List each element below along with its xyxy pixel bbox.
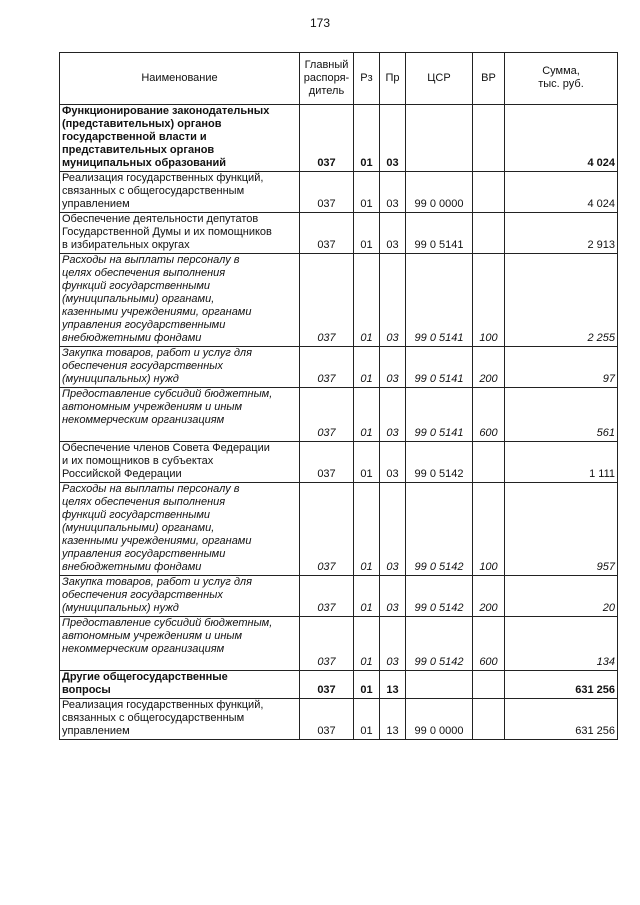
cell-pr: 03 xyxy=(380,483,406,576)
cell-manager: 037 xyxy=(300,254,354,347)
cell-csr: 99 0 5142 xyxy=(406,483,473,576)
cell-vr: 100 xyxy=(473,254,505,347)
cell-sum: 2 913 xyxy=(505,213,618,254)
cell-rz: 01 xyxy=(354,442,380,483)
row-name xyxy=(60,576,300,617)
table-row xyxy=(60,442,618,483)
cell-pr: 13 xyxy=(380,671,406,699)
cell-vr xyxy=(473,442,505,483)
table-header xyxy=(60,53,618,105)
cell-pr: 03 xyxy=(380,576,406,617)
cell-sum: 631 256 xyxy=(505,699,618,740)
row-name-line: Реализация государственных функций, xyxy=(62,699,264,711)
cell-manager: 037 xyxy=(300,617,354,671)
table-row xyxy=(60,105,618,172)
header-sum-line: тыс. руб. xyxy=(538,78,584,90)
cell-csr: 99 0 5141 xyxy=(406,347,473,388)
table-body xyxy=(60,105,618,740)
row-name xyxy=(60,483,300,576)
row-name-line: целях обеспечения выполнения xyxy=(62,267,226,279)
row-name-line: вопросы xyxy=(62,684,111,696)
header-manager-line: Главный xyxy=(304,58,349,71)
cell-manager: 037 xyxy=(300,671,354,699)
cell-sum: 134 xyxy=(505,617,618,671)
cell-csr: 99 0 5142 xyxy=(406,442,473,483)
cell-sum: 4 024 xyxy=(505,105,618,172)
row-name-line: функций государственными xyxy=(62,280,211,292)
header-sum-line: Сумма, xyxy=(542,65,580,77)
row-name-line: (муниципальными) органами, xyxy=(62,522,215,534)
row-name-line: казенными учреждениями, органами xyxy=(62,535,252,547)
cell-vr: 200 xyxy=(473,576,505,617)
cell-manager: 037 xyxy=(300,483,354,576)
row-name-line: Обеспечение деятельности депутатов xyxy=(62,213,259,225)
cell-csr xyxy=(406,105,473,172)
row-name xyxy=(60,105,300,172)
row-name-line: целях обеспечения выполнения xyxy=(62,496,226,508)
cell-csr: 99 0 0000 xyxy=(406,699,473,740)
row-name-line: некоммерческим организациям xyxy=(62,643,225,655)
row-name-line: Расходы на выплаты персоналу в xyxy=(62,254,240,266)
row-name xyxy=(60,442,300,483)
row-name-line xyxy=(62,427,297,440)
row-name-line: управления государственными xyxy=(62,548,226,560)
cell-manager: 037 xyxy=(300,576,354,617)
cell-rz: 01 xyxy=(354,172,380,213)
row-name-line: внебюджетными фондами xyxy=(62,332,202,344)
cell-rz: 01 xyxy=(354,347,380,388)
row-name-line: (муниципальных) нужд xyxy=(62,602,179,614)
row-name-line: Предоставление субсидий бюджетным, xyxy=(62,617,273,629)
cell-manager: 037 xyxy=(300,172,354,213)
row-name-line: Предоставление субсидий бюджетным, xyxy=(62,388,273,400)
table-row xyxy=(60,213,618,254)
cell-sum: 4 024 xyxy=(505,172,618,213)
row-name xyxy=(60,213,300,254)
row-name-line: (муниципальными) органами, xyxy=(62,293,215,305)
cell-rz: 01 xyxy=(354,617,380,671)
row-name xyxy=(60,617,300,671)
header-pr: Пр xyxy=(380,53,406,105)
cell-rz: 01 xyxy=(354,213,380,254)
cell-sum: 561 xyxy=(505,388,618,442)
row-name-line: автономным учреждениям и иным xyxy=(62,630,243,642)
header-vr: ВР xyxy=(473,53,505,105)
cell-rz: 01 xyxy=(354,699,380,740)
cell-sum: 20 xyxy=(505,576,618,617)
cell-vr xyxy=(473,105,505,172)
cell-sum: 957 xyxy=(505,483,618,576)
cell-rz: 01 xyxy=(354,576,380,617)
row-name-line: казенными учреждениями, органами xyxy=(62,306,252,318)
cell-rz: 01 xyxy=(354,388,380,442)
cell-vr: 600 xyxy=(473,617,505,671)
cell-vr: 100 xyxy=(473,483,505,576)
row-name xyxy=(60,347,300,388)
cell-manager: 037 xyxy=(300,388,354,442)
row-name-line: обеспечения государственных xyxy=(62,589,223,601)
cell-csr: 99 0 5141 xyxy=(406,254,473,347)
row-name-line: связанных с общегосударственным xyxy=(62,185,245,197)
table-row xyxy=(60,254,618,347)
row-name-line: Расходы на выплаты персоналу в xyxy=(62,483,240,495)
cell-manager: 037 xyxy=(300,213,354,254)
cell-vr xyxy=(473,699,505,740)
table-row xyxy=(60,617,618,671)
cell-sum: 2 255 xyxy=(505,254,618,347)
row-name-line: (муниципальных) нужд xyxy=(62,373,179,385)
row-name-line: Функционирование законодательных xyxy=(62,105,270,117)
cell-rz: 01 xyxy=(354,483,380,576)
header-manager-line: дитель xyxy=(308,84,345,97)
cell-sum: 1 111 xyxy=(505,442,618,483)
cell-csr: 99 0 5142 xyxy=(406,617,473,671)
row-name-line: и их помощников в субъектах xyxy=(62,455,214,467)
cell-csr: 99 0 5141 xyxy=(406,388,473,442)
row-name-line: управления государственными xyxy=(62,319,226,331)
row-name-line: Российской Федерации xyxy=(62,468,182,480)
header-rz: Рз xyxy=(354,53,380,105)
row-name-line: Закупка товаров, работ и услуг для xyxy=(62,576,253,588)
row-name-line: связанных с общегосударственным xyxy=(62,712,245,724)
row-name-line: внебюджетными фондами xyxy=(62,561,202,573)
row-name-line: Обеспечение членов Совета Федерации xyxy=(62,442,270,454)
cell-pr: 03 xyxy=(380,617,406,671)
header-csr: ЦСР xyxy=(406,53,473,105)
row-name-line: обеспечения государственных xyxy=(62,360,223,372)
cell-vr xyxy=(473,172,505,213)
row-name-line: в избирательных округах xyxy=(62,239,190,251)
header-manager xyxy=(300,53,354,105)
cell-pr: 03 xyxy=(380,388,406,442)
row-name-line: государственной власти и xyxy=(62,131,207,143)
table-row xyxy=(60,699,618,740)
header-sum xyxy=(505,53,618,105)
cell-vr xyxy=(473,213,505,254)
row-name-line: представительных органов xyxy=(62,144,215,156)
cell-manager: 037 xyxy=(300,105,354,172)
row-name-line: Закупка товаров, работ и услуг для xyxy=(62,347,253,359)
cell-manager: 037 xyxy=(300,347,354,388)
cell-rz: 01 xyxy=(354,254,380,347)
cell-pr: 03 xyxy=(380,347,406,388)
row-name xyxy=(60,671,300,699)
page-number: 173 xyxy=(309,16,331,30)
row-name-line: автономным учреждениям и иным xyxy=(62,401,243,413)
cell-pr: 03 xyxy=(380,213,406,254)
table-row xyxy=(60,671,618,699)
cell-manager: 037 xyxy=(300,442,354,483)
row-name-line: (представительных) органов xyxy=(62,118,222,130)
row-name-line: функций государственными xyxy=(62,509,211,521)
cell-vr xyxy=(473,671,505,699)
table-row xyxy=(60,172,618,213)
header-name: Наименование xyxy=(60,53,300,105)
row-name xyxy=(60,388,300,442)
cell-sum: 97 xyxy=(505,347,618,388)
table-row xyxy=(60,576,618,617)
row-name-line: некоммерческим организациям xyxy=(62,414,225,426)
header-manager-line: распоря- xyxy=(303,71,350,84)
cell-csr xyxy=(406,671,473,699)
row-name xyxy=(60,254,300,347)
cell-rz: 01 xyxy=(354,671,380,699)
cell-pr: 03 xyxy=(380,105,406,172)
cell-csr: 99 0 5142 xyxy=(406,576,473,617)
budget-table xyxy=(59,52,618,740)
cell-pr: 03 xyxy=(380,254,406,347)
row-name xyxy=(60,699,300,740)
cell-csr: 99 0 5141 xyxy=(406,213,473,254)
cell-vr: 200 xyxy=(473,347,505,388)
row-name-line: Государственной Думы и их помощников xyxy=(62,226,272,238)
row-name-line: управлением xyxy=(62,725,130,737)
cell-manager: 037 xyxy=(300,699,354,740)
row-name-line: Другие общегосударственные xyxy=(62,671,228,683)
row-name-line: управлением xyxy=(62,198,130,210)
row-name xyxy=(60,172,300,213)
cell-sum: 631 256 xyxy=(505,671,618,699)
table-row xyxy=(60,483,618,576)
cell-pr: 13 xyxy=(380,699,406,740)
cell-pr: 03 xyxy=(380,172,406,213)
cell-vr: 600 xyxy=(473,388,505,442)
row-name-line: муниципальных образований xyxy=(62,157,227,169)
row-name-line xyxy=(62,656,297,669)
table-row xyxy=(60,388,618,442)
table-row xyxy=(60,347,618,388)
cell-rz: 01 xyxy=(354,105,380,172)
cell-csr: 99 0 0000 xyxy=(406,172,473,213)
cell-pr: 03 xyxy=(380,442,406,483)
row-name-line: Реализация государственных функций, xyxy=(62,172,264,184)
